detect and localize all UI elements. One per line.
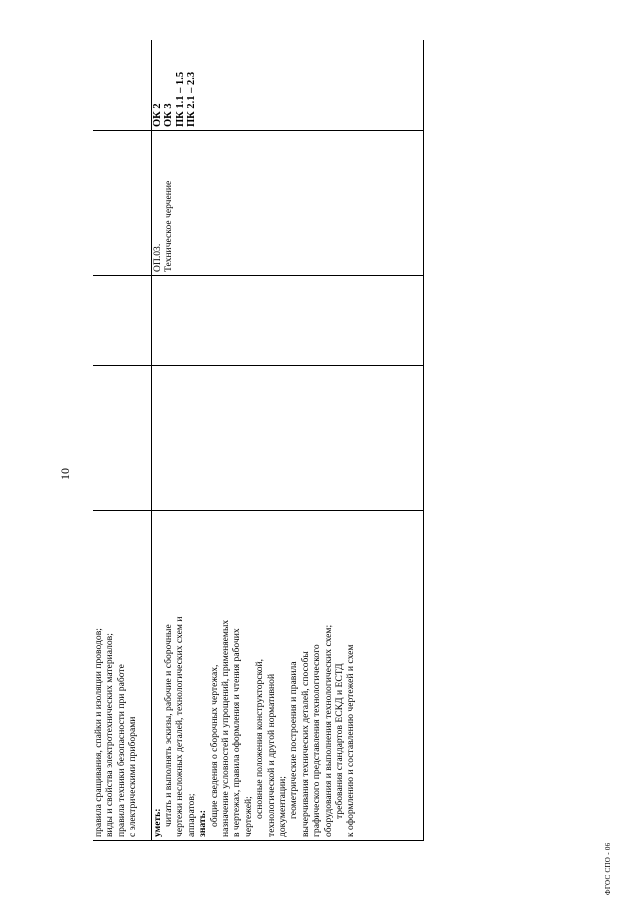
knowledge-line: назначение условностей и упрощений, применяемых: [219, 619, 231, 837]
requirements-cell: [151, 511, 424, 841]
competencies-cell: [151, 41, 424, 131]
requirement-line: виды и свойства электротехнических материалов;: [104, 633, 116, 837]
requirement-line: с электрическими приборами: [127, 716, 139, 837]
skill-line: чертежи несложных деталей, технологических схем и: [174, 616, 186, 837]
page-number: 10: [58, 468, 72, 480]
competency-code: ОК 3: [163, 103, 174, 127]
knowledge-line: технологической и другой нормативной: [265, 673, 277, 837]
requirement-line: правила техники безопасности при работе: [115, 664, 127, 837]
hours-cell: [151, 276, 424, 366]
discipline-name: Техническое черчение: [162, 180, 174, 272]
discipline-cell: [151, 131, 424, 276]
competencies-cell: [93, 41, 151, 131]
knowledge-line: документации;: [276, 776, 288, 837]
knowledge-line: основные положения конструкторской,: [254, 658, 266, 819]
competency-code: ОК 2: [151, 103, 163, 127]
knowledge-line: требования стандартов ЕСКД и ЕСТД: [334, 663, 345, 819]
discipline-code: ОП.03.: [151, 243, 163, 272]
knowledge-line: графического представления технологического: [311, 644, 323, 837]
requirement-line: правила сращивания, спайки и изоляции проводов;: [93, 628, 104, 837]
competency-code: ПК 1.1 – 1.5: [174, 71, 186, 127]
table-row-main: [151, 41, 424, 841]
knowledge-line: общие сведения о сборочных чертежах,: [208, 664, 220, 827]
table-row-continued: [93, 41, 151, 841]
knowledge-line: к оформлению и составлению чертежей и схем: [345, 644, 357, 837]
competency-code: ПК 2.1 – 2.3: [186, 71, 197, 127]
hours-cell: [93, 276, 151, 366]
skills-heading: уметь:: [151, 808, 163, 837]
knowledge-line: чертежей;: [242, 796, 254, 837]
knowledge-line: в чертежах, правила оформления и чтения рабочих: [231, 628, 243, 837]
skill-line: читать и выполнять эскизы, рабочие и сборочные: [162, 624, 174, 827]
discipline-cell: [93, 131, 151, 276]
knowledge-heading: знать:: [197, 810, 209, 837]
document-footer: ФГОС СПО - 06: [604, 842, 612, 895]
requirements-cell-continued: [93, 511, 151, 841]
hours-cell: [93, 366, 151, 511]
competency-table: [93, 41, 424, 842]
hours-cell: [151, 366, 424, 511]
skill-line: аппаратов;: [185, 793, 197, 837]
knowledge-line: геометрические построения и правила: [288, 661, 300, 819]
knowledge-line: вычерчивания технических деталей, способы: [299, 651, 311, 837]
knowledge-line: оборудования и выполнения технологических схем;: [322, 624, 334, 837]
